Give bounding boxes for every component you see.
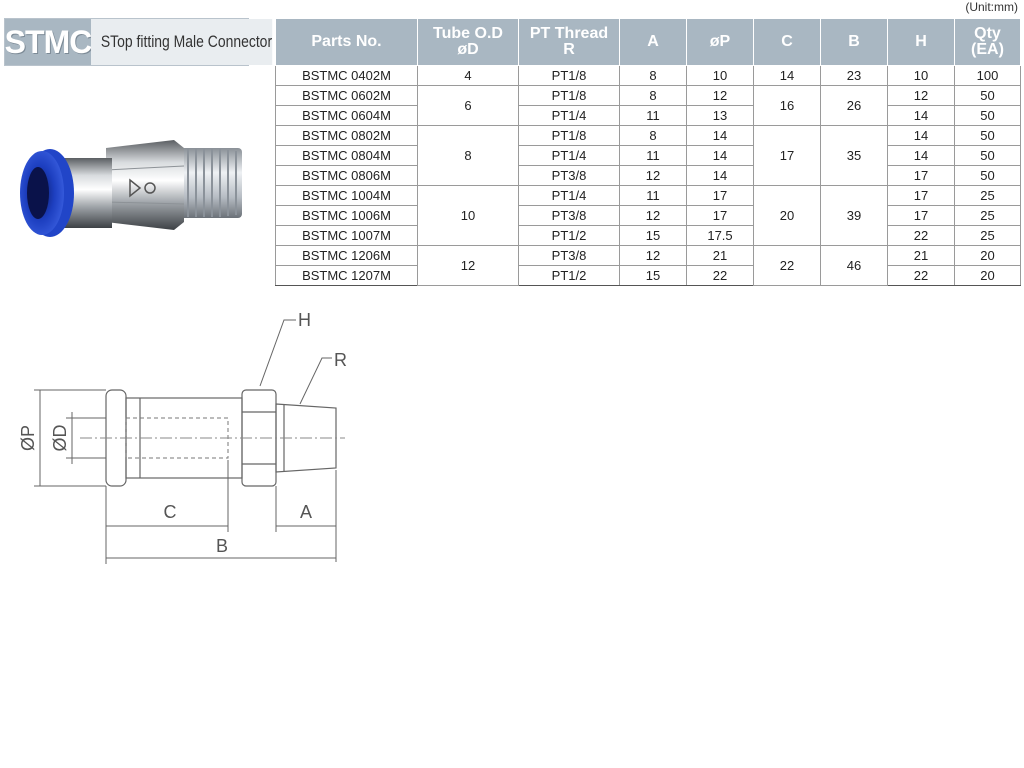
cell-a: 12: [620, 246, 687, 266]
cell-tube-od: 12: [418, 246, 519, 286]
cell-h: 17: [888, 186, 955, 206]
cell-h: 22: [888, 266, 955, 286]
cell-a: 12: [620, 206, 687, 226]
cell-h: 14: [888, 126, 955, 146]
table-row: [276, 266, 1021, 286]
cell-tube-od: 4: [418, 66, 519, 86]
product-photo: [2, 118, 272, 278]
cell-p: 14: [687, 126, 754, 146]
table-row: [276, 206, 1021, 226]
cell-part-no: BSTMC 1207M: [276, 266, 418, 286]
cell-b: 35: [821, 126, 888, 186]
cell-thread: PT1/8: [519, 86, 620, 106]
cell-qty: 25: [955, 226, 1021, 246]
dim-label-d: ØD: [50, 424, 70, 452]
cell-thread: PT3/8: [519, 246, 620, 266]
cell-qty: 20: [955, 246, 1021, 266]
cell-qty: 50: [955, 166, 1021, 186]
cell-qty: 50: [955, 126, 1021, 146]
table-row: [276, 166, 1021, 186]
col-header-parts-no: Parts No.: [276, 19, 418, 66]
cell-part-no: BSTMC 0802M: [276, 126, 418, 146]
col-header-a: A: [620, 19, 687, 66]
cell-a: 8: [620, 66, 687, 86]
table-row: [276, 86, 1021, 106]
cell-h: 22: [888, 226, 955, 246]
table-row: [276, 146, 1021, 166]
unit-note: (Unit:mm): [965, 0, 1018, 14]
table-header-row: [276, 19, 1021, 66]
spec-table: [275, 18, 1021, 286]
dim-label-h: H: [298, 310, 311, 330]
cell-p: 14: [687, 166, 754, 186]
cell-part-no: BSTMC 0402M: [276, 66, 418, 86]
cell-a: 15: [620, 226, 687, 246]
cell-p: 12: [687, 86, 754, 106]
cell-c: 14: [754, 66, 821, 86]
col-header-c: C: [754, 19, 821, 66]
cell-c: 17: [754, 126, 821, 186]
cell-qty: 50: [955, 146, 1021, 166]
cell-thread: PT1/4: [519, 186, 620, 206]
cell-tube-od: 6: [418, 86, 519, 126]
product-code: STMC: [5, 19, 91, 65]
col-header-qty: Qty (EA): [955, 19, 1021, 66]
cell-a: 8: [620, 126, 687, 146]
cell-qty: 100: [955, 66, 1021, 86]
cell-h: 10: [888, 66, 955, 86]
cell-h: 17: [888, 166, 955, 186]
cell-p: 10: [687, 66, 754, 86]
cell-h: 12: [888, 86, 955, 106]
cell-p: 14: [687, 146, 754, 166]
cell-thread: PT1/4: [519, 106, 620, 126]
dim-label-a: A: [299, 502, 313, 522]
cell-qty: 50: [955, 86, 1021, 106]
cell-thread: PT3/8: [519, 206, 620, 226]
cell-part-no: BSTMC 1007M: [276, 226, 418, 246]
cell-p: 13: [687, 106, 754, 126]
col-header-p: øP: [687, 19, 754, 66]
table-row: [276, 126, 1021, 146]
cell-thread: PT1/8: [519, 66, 620, 86]
thread-end: [180, 148, 242, 218]
table-row: [276, 106, 1021, 126]
cell-h: 21: [888, 246, 955, 266]
dim-label-b: B: [215, 536, 229, 556]
cell-a: 15: [620, 266, 687, 286]
table-row: [276, 186, 1021, 206]
cell-part-no: BSTMC 1004M: [276, 186, 418, 206]
cell-part-no: BSTMC 0806M: [276, 166, 418, 186]
cell-qty: 20: [955, 266, 1021, 286]
cell-a: 11: [620, 146, 687, 166]
dim-label-c: C: [163, 502, 177, 522]
cell-h: 17: [888, 206, 955, 226]
release-collar: [20, 149, 74, 237]
cell-thread: PT1/2: [519, 266, 620, 286]
cell-p: 17: [687, 206, 754, 226]
cell-part-no: BSTMC 0604M: [276, 106, 418, 126]
cell-b: 26: [821, 86, 888, 126]
table-row: [276, 66, 1021, 86]
cell-p: 22: [687, 266, 754, 286]
cell-b: 39: [821, 186, 888, 246]
cell-thread: PT1/2: [519, 226, 620, 246]
col-header-h: H: [888, 19, 955, 66]
cell-a: 8: [620, 86, 687, 106]
hex-nut: [106, 140, 184, 230]
cell-tube-od: 8: [418, 126, 519, 186]
cell-c: 16: [754, 86, 821, 126]
product-header-badge: [4, 18, 273, 66]
product-title: STop fitting Male Connector: [91, 19, 272, 65]
cell-p: 17.5: [687, 226, 754, 246]
cell-qty: 25: [955, 206, 1021, 226]
cell-h: 14: [888, 106, 955, 126]
cell-thread: PT3/8: [519, 166, 620, 186]
cell-part-no: BSTMC 1006M: [276, 206, 418, 226]
table-row: [276, 246, 1021, 266]
dim-label-r: R: [334, 350, 347, 370]
cell-a: 12: [620, 166, 687, 186]
dim-label-p: ØP: [18, 424, 38, 452]
cell-c: 20: [754, 186, 821, 246]
cell-part-no: BSTMC 0602M: [276, 86, 418, 106]
cell-c: 22: [754, 246, 821, 286]
leader-h: [260, 320, 296, 386]
cell-a: 11: [620, 106, 687, 126]
col-header-pt-thread: PT Thread R: [519, 19, 620, 66]
table-row: [276, 226, 1021, 246]
cell-tube-od: 10: [418, 186, 519, 246]
cell-h: 14: [888, 146, 955, 166]
cell-thread: PT1/4: [519, 146, 620, 166]
cell-part-no: BSTMC 1206M: [276, 246, 418, 266]
cell-thread: PT1/8: [519, 126, 620, 146]
cell-qty: 25: [955, 186, 1021, 206]
cell-a: 11: [620, 186, 687, 206]
cell-p: 21: [687, 246, 754, 266]
col-header-b: B: [821, 19, 888, 66]
cell-part-no: BSTMC 0804M: [276, 146, 418, 166]
cell-qty: 50: [955, 106, 1021, 126]
cell-b: 46: [821, 246, 888, 286]
leader-r: [300, 358, 332, 404]
dimension-drawing: [0, 300, 380, 580]
cell-p: 17: [687, 186, 754, 206]
cell-b: 23: [821, 66, 888, 86]
col-header-tube-od: Tube O.D øD: [418, 19, 519, 66]
